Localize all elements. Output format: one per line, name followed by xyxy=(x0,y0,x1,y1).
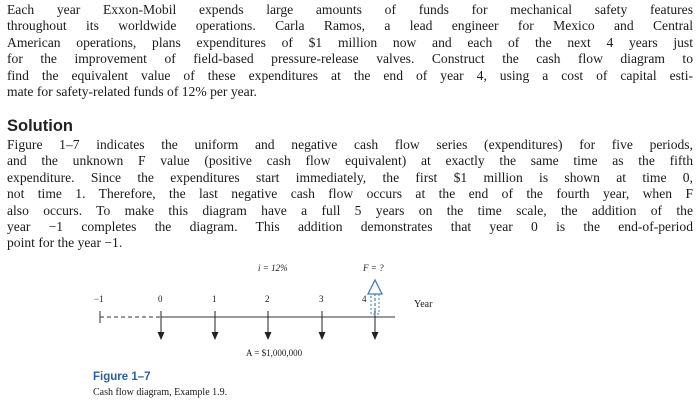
tick-label: 0 xyxy=(158,294,163,304)
solution-line: Figure 1–7 indicates the uniform and negative cash flow series (expenditures) for five periods, xyxy=(7,137,693,152)
expenditure-arrow xyxy=(319,311,326,340)
future-value-arrow xyxy=(368,280,382,316)
interest-rate-label: i = 12% xyxy=(258,263,288,273)
solution-line: also occurs. To make this diagram have a full 5 years on the time scale, the addition of the xyxy=(7,202,693,218)
solution-heading: Solution xyxy=(7,117,73,135)
problem-line: Each year Exxon-Mobil expends large amounts of funds for mechanical safety features xyxy=(7,2,693,17)
tick-label: 4 xyxy=(362,294,367,304)
future-value-label: F = ? xyxy=(363,263,384,273)
solution-line: point for the year −1. xyxy=(7,235,123,251)
tick-label: 2 xyxy=(265,294,270,304)
expenditure-arrow xyxy=(158,311,165,340)
problem-line: throughout its worldwide operations. Carla Ramos, a lead engineer for Mexico and Central xyxy=(7,18,693,34)
solution-line: year −1 completes the diagram. This addition demonstrates that year 0 is the end-of-period xyxy=(7,219,693,235)
solution-line: expenditure. Since the expenditures start immediately, the first $1 million is shown at time 0, xyxy=(7,169,693,185)
tick-label: 3 xyxy=(319,294,324,304)
figure-caption-text: Cash flow diagram, Example 1.9. xyxy=(93,387,228,398)
problem-line: American operations, plans expenditures of $1 million now and each of the next 4 years just xyxy=(7,34,693,50)
figure-caption-title: Figure 1–7 xyxy=(93,371,151,383)
tick-label: 1 xyxy=(212,294,217,304)
annuity-label: A = $1,000,000 xyxy=(246,348,303,358)
problem-line: mate for safety-related funds of 12% per year. xyxy=(7,84,257,100)
problem-line: find the equivalent value of these expenditures at the end of year 4, using a cost of capital esti- xyxy=(7,67,693,83)
solution-line: and the unknown F value (positive cash flow equivalent) at exactly the same time as the fifth xyxy=(7,153,693,169)
tick-label: −1 xyxy=(94,294,104,304)
axis-year-label: Year xyxy=(414,299,433,310)
solution-line: not time 1. Therefore, the last negative cash flow occurs at the end of the fourth year, when F xyxy=(7,186,693,202)
expenditure-arrow xyxy=(212,311,219,340)
expenditure-arrow xyxy=(265,311,272,340)
problem-line: for the improvement of field-based pressure-release valves. Construct the cash flow diagram to xyxy=(7,51,693,67)
